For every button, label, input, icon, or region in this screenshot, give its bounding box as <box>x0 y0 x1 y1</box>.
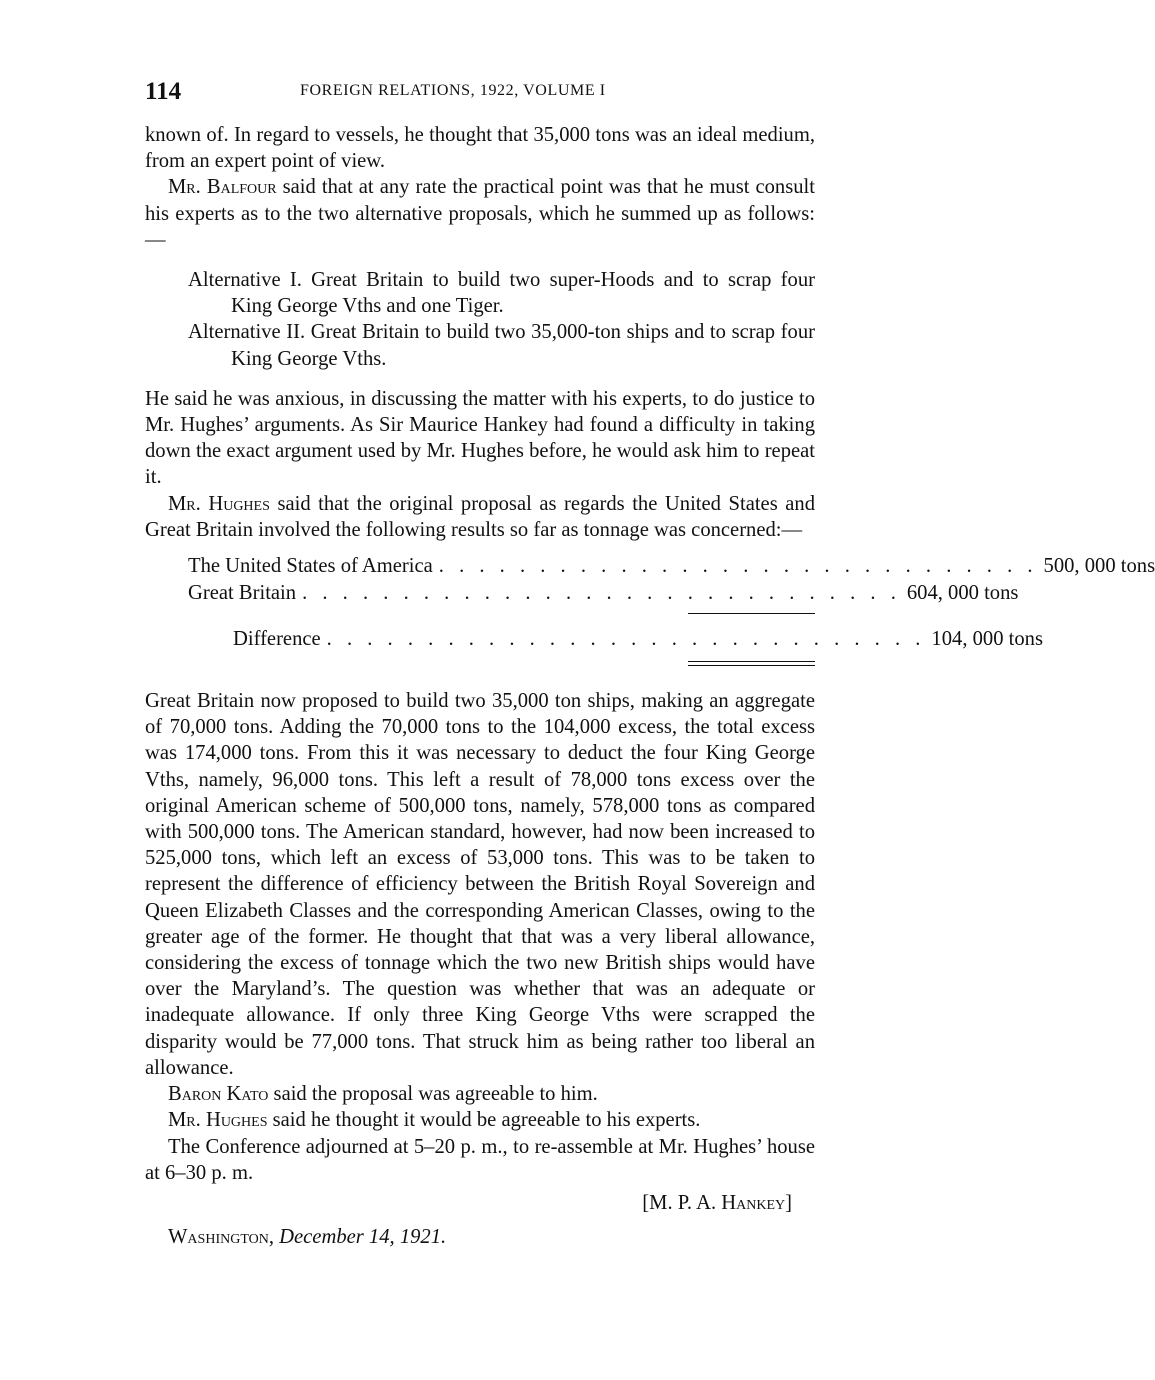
signature-text: [M. P. A. Hankey] <box>642 1191 792 1214</box>
signature <box>145 1190 815 1216</box>
speaker-name: Mr. Hughes <box>168 1109 268 1132</box>
running-head: FOREIGN RELATIONS, 1922, VOLUME I <box>300 82 606 99</box>
speaker-name: Mr. Balfour <box>168 176 277 199</box>
page-number: 114 <box>145 78 182 105</box>
paragraph-text: said that the original proposal as regards the United States and Great Britain involved the following results so far as tonnage was concerned:— <box>145 492 815 541</box>
paragraph-continued: known of. In regard to vessels, he thought that 35,000 tons was an ideal medium, from an expert point of view. <box>145 124 815 173</box>
speaker-name: Mr. Hughes <box>168 492 270 515</box>
paragraph-text: said that at any rate the practical point was that he must consult his experts as to the two alternative proposals, which he summed up as follows:— <box>145 176 815 251</box>
dot-leader: . . . . . . . . . . . . . . . . . . . . . . . . . . . . . . <box>326 628 926 651</box>
paragraph-hughes-proposal <box>145 491 815 543</box>
dot-leader: . . . . . . . . . . . . . . . . . . . . . . . . . . . . . . <box>302 582 901 605</box>
total-label: Difference <box>233 628 321 651</box>
paragraph-text: said he thought it would be agreeable to his experts. <box>267 1109 701 1132</box>
speaker-name: Baron Kato <box>168 1083 269 1106</box>
paragraph-text: said the proposal was agreeable to him. <box>268 1083 598 1106</box>
page-header <box>145 78 815 110</box>
sum-rule <box>688 613 815 614</box>
table-row <box>188 553 1155 580</box>
alternatives-list <box>188 267 815 372</box>
dot-leader: . . . . . . . . . . . . . . . . . . . . . . . . . . . . . . <box>438 555 1038 578</box>
paragraph-anxious: He said he was anxious, in discussing the matter with his experts, to do justice to Mr. Hughes’ arguments. As Sir Maurice Hankey had found a difficulty in taking down the exact argument used by Mr. Hughes before, he would ask him to repeat it. <box>145 387 815 489</box>
row-value: 500, 000 tons <box>1043 555 1155 578</box>
alternative-item: Alternative II. Great Britain to build two 35,000-ton ships and to scrap four King George Vths. <box>188 321 815 370</box>
table-total-row <box>188 626 1043 653</box>
paragraph-kato <box>145 1081 815 1107</box>
paragraph-hughes-agreeable <box>145 1107 815 1133</box>
dateline-date: December 14, 1921. <box>279 1226 447 1249</box>
row-label: The United States of America <box>188 555 433 578</box>
paragraph-adjourned: The Conference adjourned at 5–20 p. m., to re-assemble at Mr. Hughes’ house at 6–30 p. m. <box>145 1135 815 1184</box>
tonnage-table <box>188 553 1155 666</box>
row-value: 604, 000 tons <box>906 582 1019 605</box>
dateline: Washington, December 14, 1921. <box>168 1226 447 1249</box>
table-row <box>188 580 1019 607</box>
paragraph-calculation: Great Britain now proposed to build two 35,000 ton ships, making an aggregate of 70,000 tons. Adding the 70,000 tons to the 104,000 excess, the total excess was 174,000 tons. From this it was necessary to deduct the four King George Vths, namely, 96,000 tons. This left a result of 78,000 tons excess over the original American scheme of 500,000 tons, namely, 578,000 tons as compared with 500,000 tons. The American standard, however, had now been increased to 525,000 tons, which left an excess of 53,000 tons. This was to be taken to represent the difference of efficiency between the British Royal Sovereign and Queen Elizabeth Classes and the corresponding American Classes, owing to the greater age of the former. He thought that that was a very liberal allowance, considering the excess of tonnage which the two new British ships would have over the Maryland’s. The question was whether that was an adequate or inadequate allowance. If only three King George Vths were scrapped the disparity would be 77,000 tons. That struck him as being rather too liberal an allowance. <box>145 690 815 1079</box>
double-rule <box>688 661 815 666</box>
paragraph-balfour <box>145 174 815 253</box>
alternative-item: Alternative I. Great Britain to build two super-Hoods and to scrap four King George Vths and one Tiger. <box>188 269 815 318</box>
total-value: 104, 000 tons <box>931 628 1043 651</box>
dateline-place: Washington <box>168 1226 269 1249</box>
document-body <box>145 122 1155 1250</box>
row-label: Great Britain <box>188 582 297 605</box>
